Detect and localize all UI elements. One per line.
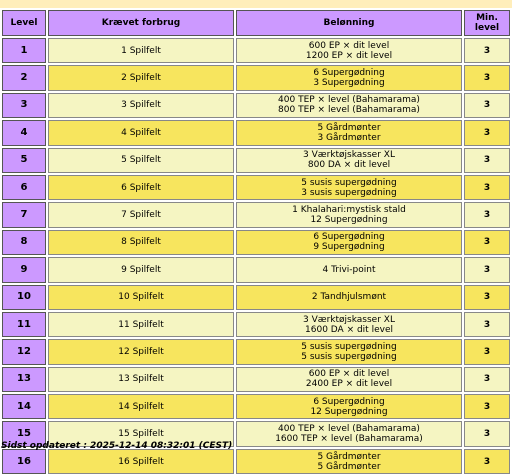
requirement-cell: 2 Spilfelt bbox=[48, 65, 234, 90]
reward-line: 600 EP × dit level bbox=[308, 40, 390, 51]
table-row bbox=[2, 367, 510, 392]
level-cell: 3 bbox=[2, 93, 46, 118]
table-row bbox=[2, 148, 510, 173]
reward-cell bbox=[236, 421, 462, 446]
reward-line: 6 Supergødning bbox=[313, 396, 385, 407]
level-cell: 14 bbox=[2, 394, 46, 419]
reward-line: 5 susis supergødning bbox=[301, 341, 397, 352]
reward-line: 1600 TEP × level (Bahamarama) bbox=[275, 434, 423, 445]
requirement-cell: 11 Spilfelt bbox=[48, 312, 234, 337]
requirement-cell: 16 Spilfelt bbox=[48, 449, 234, 474]
requirement-cell: 15 Spilfelt bbox=[48, 421, 234, 446]
requirement-cell: 3 Spilfelt bbox=[48, 93, 234, 118]
reward-cell bbox=[236, 394, 462, 419]
min-level-cell: 3 bbox=[464, 421, 510, 446]
reward-line: 800 DA × dit level bbox=[307, 160, 391, 171]
min-level-cell: 3 bbox=[464, 312, 510, 337]
requirement-cell: 14 Spilfelt bbox=[48, 394, 234, 419]
table-row bbox=[2, 449, 510, 474]
reward-line: 600 EP × dit level bbox=[308, 369, 390, 380]
reward-line: 5 susis supergødning bbox=[301, 177, 397, 188]
reward-cell bbox=[236, 175, 462, 200]
reward-cell bbox=[236, 65, 462, 90]
reward-cell bbox=[236, 230, 462, 255]
table-row bbox=[2, 230, 510, 255]
reward-line: 2400 EP × dit level bbox=[305, 379, 393, 390]
min-level-cell: 3 bbox=[464, 367, 510, 392]
header-row bbox=[2, 10, 510, 36]
reward-line: 6 Supergødning bbox=[313, 232, 385, 243]
level-cell: 6 bbox=[2, 175, 46, 200]
level-cell: 11 bbox=[2, 312, 46, 337]
min-level-cell: 3 bbox=[464, 257, 510, 282]
table-row bbox=[2, 202, 510, 227]
level-cell: 5 bbox=[2, 148, 46, 173]
min-level-cell: 3 bbox=[464, 394, 510, 419]
reward-line: 3 Gårdmønter bbox=[317, 132, 381, 143]
header-reward: Belønning bbox=[236, 10, 462, 36]
header-min-level-text: Min. level bbox=[474, 13, 500, 33]
reward-line: 4 Trivi-point bbox=[322, 264, 376, 275]
level-cell: 7 bbox=[2, 202, 46, 227]
reward-line: 3 Supergødning bbox=[313, 78, 385, 89]
reward-cell bbox=[236, 38, 462, 63]
last-updated: Sidst opdateret : 2025-12-14 08:32:01 (CEST) bbox=[1, 441, 233, 451]
reward-line: 3 susis supergødning bbox=[301, 187, 397, 198]
reward-cell bbox=[236, 449, 462, 474]
min-level-cell: 3 bbox=[464, 285, 510, 310]
requirement-cell: 1 Spilfelt bbox=[48, 38, 234, 63]
reward-cell bbox=[236, 285, 462, 310]
level-cell: 1 bbox=[2, 38, 46, 63]
requirement-cell: 10 Spilfelt bbox=[48, 285, 234, 310]
min-level-cell: 3 bbox=[464, 339, 510, 364]
requirement-cell: 6 Spilfelt bbox=[48, 175, 234, 200]
level-cell: 10 bbox=[2, 285, 46, 310]
requirement-cell: 12 Spilfelt bbox=[48, 339, 234, 364]
reward-line: 12 Supergødning bbox=[310, 406, 388, 417]
reward-cell bbox=[236, 257, 462, 282]
level-cell: 9 bbox=[2, 257, 46, 282]
requirement-cell: 4 Spilfelt bbox=[48, 120, 234, 145]
level-cell: 12 bbox=[2, 339, 46, 364]
min-level-cell: 3 bbox=[464, 449, 510, 474]
reward-line: 6 Supergødning bbox=[313, 68, 385, 79]
table-row bbox=[2, 120, 510, 145]
reward-cell bbox=[236, 148, 462, 173]
reward-cell bbox=[236, 367, 462, 392]
level-cell: 15 bbox=[2, 421, 46, 446]
table-row bbox=[2, 312, 510, 337]
level-cell: 8 bbox=[2, 230, 46, 255]
min-level-cell: 3 bbox=[464, 202, 510, 227]
min-level-cell: 3 bbox=[464, 175, 510, 200]
table-row bbox=[2, 175, 510, 200]
level-cell: 13 bbox=[2, 367, 46, 392]
reward-line: 5 susis supergødning bbox=[301, 351, 397, 362]
reward-line: 1200 EP × dit level bbox=[305, 50, 393, 61]
min-level-cell: 3 bbox=[464, 65, 510, 90]
table-row bbox=[2, 93, 510, 118]
reward-line: 400 TEP × level (Bahamarama) bbox=[278, 424, 420, 435]
min-level-cell: 3 bbox=[464, 230, 510, 255]
table-body bbox=[2, 38, 510, 474]
reward-line: 2 Tandhjulsmønt bbox=[311, 292, 387, 303]
min-level-cell: 3 bbox=[464, 148, 510, 173]
level-cell: 16 bbox=[2, 449, 46, 474]
reward-line: 5 Gårdmønter bbox=[317, 451, 381, 462]
reward-cell bbox=[236, 93, 462, 118]
header-level: Level bbox=[2, 10, 46, 36]
min-level-cell: 3 bbox=[464, 120, 510, 145]
rewards-table bbox=[0, 8, 512, 476]
reward-line: 800 TEP × level (Bahamarama) bbox=[278, 105, 420, 116]
requirement-cell: 7 Spilfelt bbox=[48, 202, 234, 227]
min-level-cell: 3 bbox=[464, 93, 510, 118]
table-row bbox=[2, 394, 510, 419]
reward-cell bbox=[236, 339, 462, 364]
reward-cell bbox=[236, 202, 462, 227]
table-row bbox=[2, 285, 510, 310]
reward-line: 5 Gårdmønter bbox=[317, 122, 381, 133]
table-row bbox=[2, 38, 510, 63]
level-cell: 4 bbox=[2, 120, 46, 145]
requirement-cell: 5 Spilfelt bbox=[48, 148, 234, 173]
reward-line: 12 Supergødning bbox=[310, 215, 388, 226]
reward-line: 3 Værktøjskasser XL bbox=[303, 150, 395, 161]
reward-line: 1600 DA × dit level bbox=[305, 324, 393, 335]
reward-line: 1 Khalahari:mystisk stald bbox=[292, 205, 406, 216]
table-row bbox=[2, 65, 510, 90]
header-requirement: Krævet forbrug bbox=[48, 10, 234, 36]
reward-cell bbox=[236, 120, 462, 145]
min-level-cell: 3 bbox=[464, 38, 510, 63]
reward-line: 3 Værktøjskasser XL bbox=[303, 314, 395, 325]
table-row bbox=[2, 339, 510, 364]
requirement-cell: 8 Spilfelt bbox=[48, 230, 234, 255]
reward-line: 9 Supergødning bbox=[313, 242, 385, 253]
table-row bbox=[2, 257, 510, 282]
reward-cell bbox=[236, 312, 462, 337]
requirement-cell: 13 Spilfelt bbox=[48, 367, 234, 392]
header-min-level bbox=[464, 10, 510, 36]
reward-line: 5 Gårdmønter bbox=[317, 461, 381, 472]
level-cell: 2 bbox=[2, 65, 46, 90]
reward-line: 400 TEP × level (Bahamarama) bbox=[278, 95, 420, 106]
requirement-cell: 9 Spilfelt bbox=[48, 257, 234, 282]
